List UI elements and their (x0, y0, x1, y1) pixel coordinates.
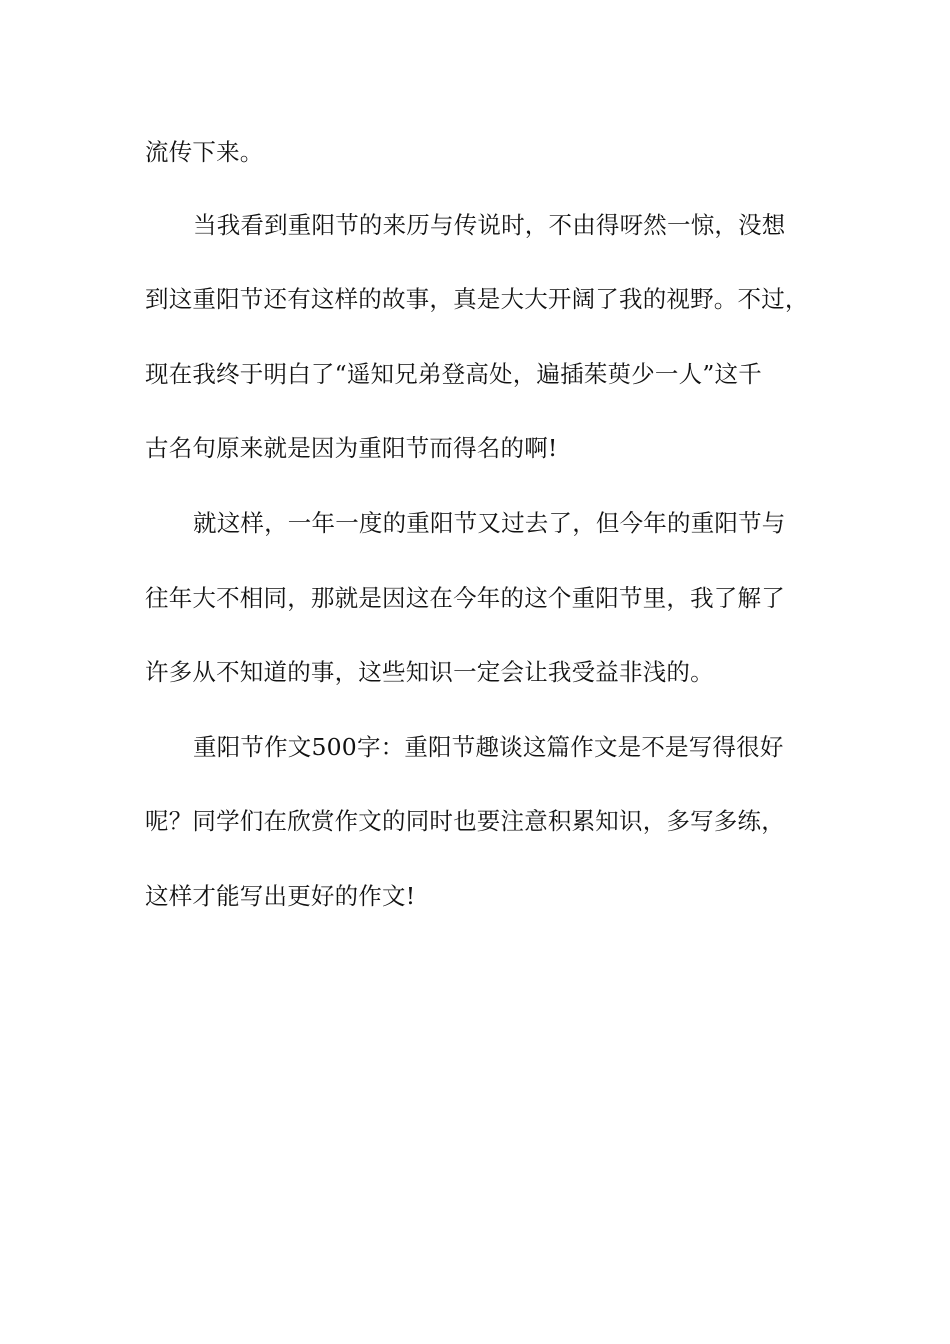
text-line: 到这重阳节还有这样的故事，真是大大开阔了我的视野。不过， (145, 285, 809, 313)
text-line: 流传下来。 (145, 138, 264, 166)
paragraph-start-line: 就这样，一年一度的重阳节又过去了，但今年的重阳节与 (193, 509, 786, 537)
text-line: 往年大不相同，那就是因这在今年的这个重阳节里，我了解了 (145, 584, 785, 612)
text-line: 古名句原来就是因为重阳节而得名的啊! (145, 434, 558, 462)
text-line: 许多从不知道的事，这些知识一定会让我受益非浅的。 (145, 658, 714, 686)
paragraph-start-line: 重阳节作文500字：重阳节趣谈这篇作文是不是写得很好 (193, 733, 784, 761)
paragraph-start-line: 当我看到重阳节的来历与传说时，不由得呀然一惊，没想 (193, 211, 786, 239)
text-line: 现在我终于明白了“遥知兄弟登高处，遍插茱萸少一人”这千 (145, 360, 762, 388)
text-line: 这样才能写出更好的作文! (145, 882, 416, 910)
text-line: 呢？同学们在欣赏作文的同时也要注意积累知识，多写多练， (145, 807, 785, 835)
